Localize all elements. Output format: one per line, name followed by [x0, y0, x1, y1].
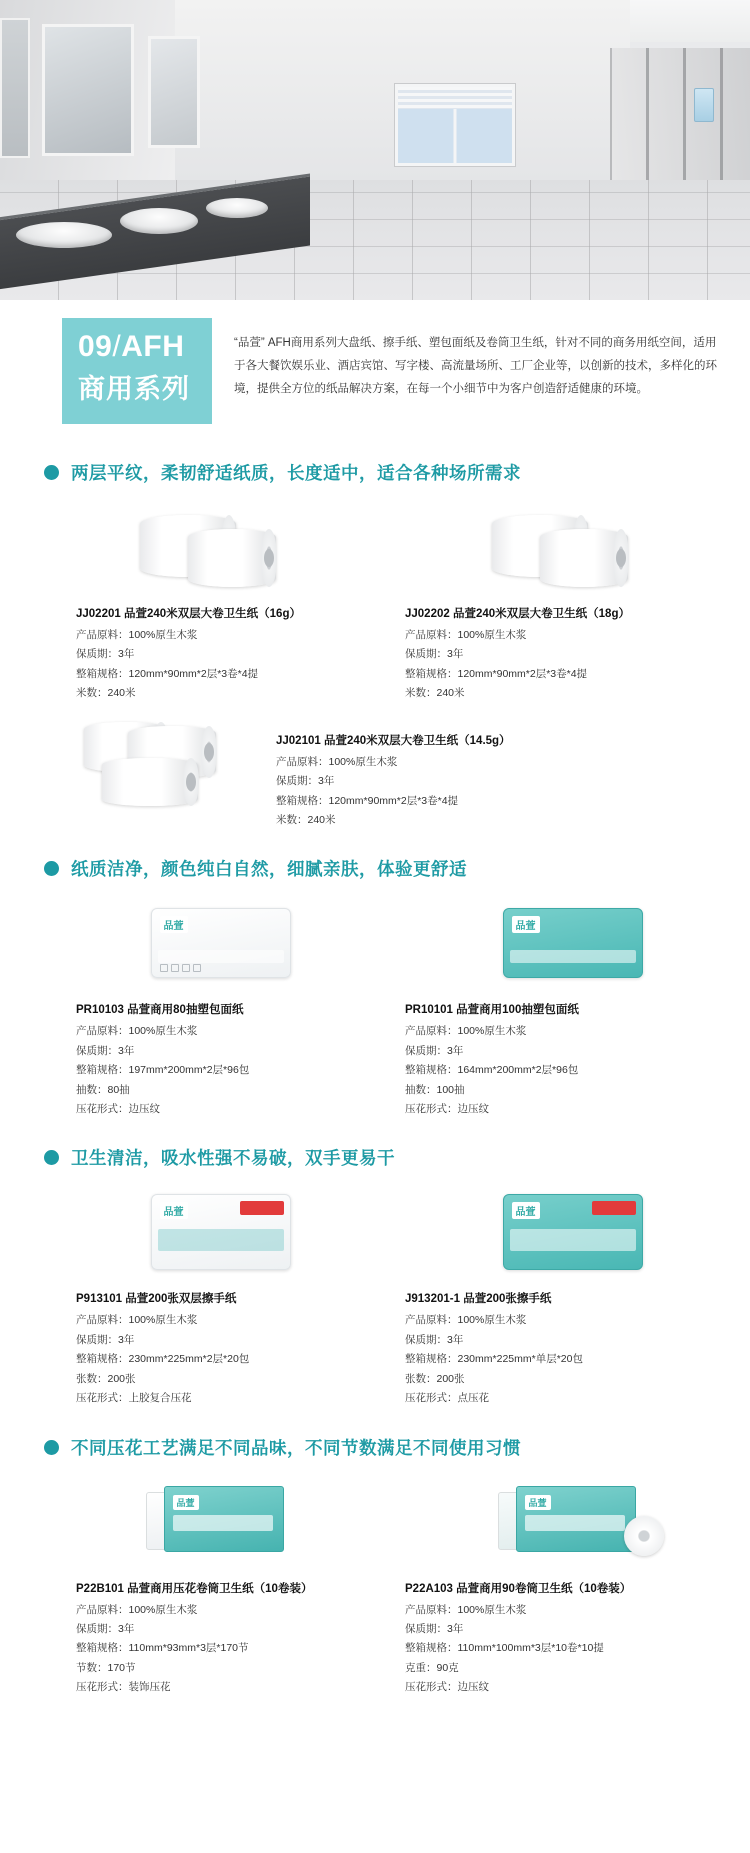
product-title: JJ02201 品萱240米双层大卷卫生纸（16g）	[76, 608, 301, 620]
product-info	[76, 605, 365, 704]
product-spec: 米数：240米	[405, 687, 465, 700]
basin-3	[206, 198, 268, 218]
product-info	[76, 1290, 365, 1408]
product-title: PR10103 品萱商用80抽塑包面纸	[76, 1004, 244, 1017]
product-card	[0, 710, 750, 831]
brand-logo: 品萱	[525, 1495, 551, 1510]
product-title: PR10101 品萱商用100抽塑包面纸	[405, 1004, 579, 1017]
product-image	[405, 1472, 740, 1572]
product-card	[0, 1182, 375, 1408]
jumbo-roll-front	[188, 529, 276, 587]
product-spec: 张数：200张	[76, 1372, 136, 1385]
mirror-1	[0, 18, 30, 158]
product-spec: 整箱规格：164mm*200mm*2层*96包	[405, 1064, 579, 1077]
series-intro	[0, 300, 750, 434]
product-card	[375, 1472, 750, 1698]
product-info	[76, 1580, 365, 1698]
product-spec: 产品原料：100%原生木浆	[405, 1314, 527, 1327]
section-heading-text: 纸质洁净，颜色纯白自然，细腻亲肤，体验更舒适	[71, 859, 467, 880]
brand-logo: 品萱	[160, 916, 188, 933]
product-info	[405, 1290, 740, 1408]
product-spec: 整箱规格：230mm*225mm*2层*20包	[76, 1353, 250, 1366]
product-spec: 保质期：3年	[76, 648, 135, 661]
carton-band	[525, 1515, 625, 1531]
product-spec: 米数：240米	[276, 813, 336, 826]
pack-strip	[158, 950, 284, 963]
series-badge	[62, 318, 212, 424]
product-spec: 米数：240米	[76, 687, 136, 700]
series-name-cn: 商用系列	[78, 374, 190, 404]
section-heading-text: 卫生清洁，吸水性强不易破，双手更易干	[71, 1148, 395, 1169]
brand-logo: 品萱	[160, 1202, 188, 1219]
product-spec: 产品原料：100%原生木浆	[276, 755, 398, 768]
pack-strip	[510, 1229, 636, 1251]
product-row-4	[0, 1176, 750, 1408]
product-spec: 产品原料：100%原生木浆	[405, 1603, 527, 1616]
loose-roll	[624, 1516, 664, 1556]
product-card	[375, 893, 750, 1119]
product-info	[405, 1001, 740, 1119]
product-spec: 压花形式：边压纹	[405, 1103, 489, 1116]
product-spec: 抽数：100抽	[405, 1083, 465, 1096]
bullet-dot-icon	[44, 861, 59, 876]
product-spec: 压花形式：点压花	[405, 1392, 489, 1405]
product-spec: 压花形式：边压纹	[76, 1103, 160, 1116]
pack-ribbon	[592, 1201, 636, 1215]
jumbo-roll-front	[102, 758, 198, 806]
product-image	[405, 1182, 740, 1282]
section-heading-text: 不同压花工艺满足不同品味，不同节数满足不同使用习惯	[71, 1437, 521, 1458]
product-image	[76, 1472, 365, 1572]
product-card	[375, 1182, 750, 1408]
bullet-dot-icon	[44, 1440, 59, 1455]
product-image	[76, 1182, 365, 1282]
product-spec: 产品原料：100%原生木浆	[76, 1314, 198, 1327]
product-spec: 保质期：3年	[76, 1623, 135, 1636]
mirror-3	[148, 36, 200, 148]
carton-rolls-white-art	[146, 1486, 296, 1558]
carton-rolls-teal-art	[498, 1486, 648, 1558]
product-spec: 保质期：3年	[76, 1333, 135, 1346]
product-image	[76, 497, 365, 597]
pack-strip	[158, 1229, 284, 1251]
hand-towel-teal-art	[503, 1194, 643, 1270]
product-spec: 保质期：3年	[405, 1044, 464, 1057]
product-title: P22A103 品萱商用90卷筒卫生纸（10卷装）	[405, 1582, 632, 1595]
product-spec: 保质期：3年	[405, 1333, 464, 1346]
product-info	[276, 710, 511, 831]
brand-logo: 品萱	[173, 1495, 199, 1510]
product-spec: 保质期：3年	[76, 1044, 135, 1057]
brand-logo: 品萱	[512, 916, 540, 933]
product-image	[76, 710, 276, 810]
carton-face	[516, 1486, 636, 1552]
product-title: P913101 品萱200张双层擦手纸	[76, 1293, 237, 1306]
bullet-dot-icon	[44, 1150, 59, 1165]
product-spec: 保质期：3年	[405, 1623, 464, 1636]
product-spec: 整箱规格：120mm*90mm*2层*3卷*4提	[276, 794, 459, 807]
product-spec: 产品原料：100%原生木浆	[405, 1025, 527, 1038]
mirror-2	[42, 24, 134, 156]
product-spec: 产品原料：100%原生木浆	[76, 629, 198, 641]
product-spec: 节数：170节	[76, 1661, 136, 1674]
product-title: JJ02202 品萱240米双层大卷卫生纸（18g）	[405, 608, 630, 620]
product-spec: 产品原料：100%原生木浆	[405, 629, 527, 641]
product-card	[0, 497, 375, 704]
product-spec: 产品原料：100%原生木浆	[76, 1603, 198, 1616]
product-row-5	[0, 1466, 750, 1698]
hero-bathroom-photo	[0, 0, 750, 300]
bottom-spacer	[0, 1698, 750, 1724]
soft-pack-teal-art	[503, 908, 643, 978]
product-row-1	[0, 491, 750, 704]
product-spec: 整箱规格：110mm*100mm*3层*10卷*10提	[405, 1642, 604, 1655]
series-slash: /	[112, 330, 122, 363]
product-spec: 整箱规格：197mm*200mm*2层*96包	[76, 1064, 250, 1077]
basin-2	[120, 208, 198, 234]
product-image	[76, 893, 365, 993]
product-card	[0, 1472, 375, 1698]
product-spec: 保质期：3年	[405, 648, 464, 661]
section-heading-2	[44, 856, 750, 881]
product-spec: 克重：90克	[405, 1661, 459, 1674]
section-heading-4	[44, 1435, 750, 1460]
carton-band	[173, 1515, 273, 1531]
pack-strip	[510, 950, 636, 963]
series-code: AFH	[121, 330, 185, 363]
soft-pack-white-art	[151, 908, 291, 978]
window-blind	[398, 87, 512, 109]
product-card	[0, 893, 375, 1119]
product-spec: 产品原料：100%原生木浆	[76, 1025, 198, 1038]
section-heading-3	[44, 1145, 750, 1170]
product-image	[405, 893, 740, 993]
product-image	[405, 497, 740, 597]
pack-ribbon	[240, 1201, 284, 1215]
product-spec: 整箱规格：230mm*225mm*单层*20包	[405, 1353, 583, 1366]
window	[395, 84, 515, 166]
series-number: 09	[78, 330, 113, 363]
product-title: J913201-1 品萱200张擦手纸	[405, 1293, 552, 1306]
brand-logo: 品萱	[512, 1202, 540, 1219]
jumbo-roll-pair-art	[126, 499, 316, 595]
wall-dispenser	[694, 88, 714, 122]
product-spec: 整箱规格：120mm*90mm*2层*3卷*4提	[405, 667, 588, 680]
pack-icons	[160, 964, 201, 972]
product-info	[405, 1580, 740, 1698]
product-spec: 整箱规格：120mm*90mm*2层*3卷*4提	[76, 667, 259, 680]
series-description: “品萱” AFH商用系列大盘纸、擦手纸、塑包面纸及卷筒卫生纸，针对不同的商务用纸空间，适用于各大餐饮娱乐业、酒店宾馆、写字楼、高流量场所、工厂企业等，以创新的技术，多样化的环境，提供全方位的纸品解决方案，在每一个小细节中为客户创造舒适健康的环境。	[234, 337, 717, 395]
product-spec: 保质期：3年	[276, 775, 335, 788]
product-info	[76, 1001, 365, 1119]
product-title: JJ02101 品萱240米双层大卷卫生纸（14.5g）	[276, 734, 511, 747]
product-info	[405, 605, 740, 704]
product-spec: 压花形式：上胶复合压花	[76, 1392, 192, 1405]
product-row-3	[0, 887, 750, 1119]
section-heading-text: 两层平纹，柔韧舒适纸质，长度适中，适合各种场所需求	[71, 463, 521, 483]
hand-towel-white-art	[151, 1194, 291, 1270]
jumbo-roll-trio-art	[76, 712, 276, 808]
product-spec: 整箱规格：110mm*93mm*3层*170节	[76, 1642, 249, 1655]
carton-face	[164, 1486, 284, 1552]
product-row-2	[0, 704, 750, 831]
jumbo-roll-front	[540, 529, 628, 587]
product-spec: 张数：200张	[405, 1372, 465, 1385]
product-card	[375, 497, 750, 704]
product-title: P22B101 品萱商用压花卷筒卫生纸（10卷装）	[76, 1582, 313, 1595]
product-spec: 抽数：80抽	[76, 1083, 130, 1096]
series-number-line	[78, 330, 212, 363]
product-spec: 压花形式：装饰压花	[76, 1681, 171, 1694]
jumbo-roll-pair-art	[478, 499, 668, 595]
basin-1	[16, 222, 112, 248]
section-heading-1	[44, 460, 750, 485]
product-spec: 压花形式：边压纹	[405, 1681, 489, 1694]
bullet-dot-icon	[44, 465, 59, 480]
